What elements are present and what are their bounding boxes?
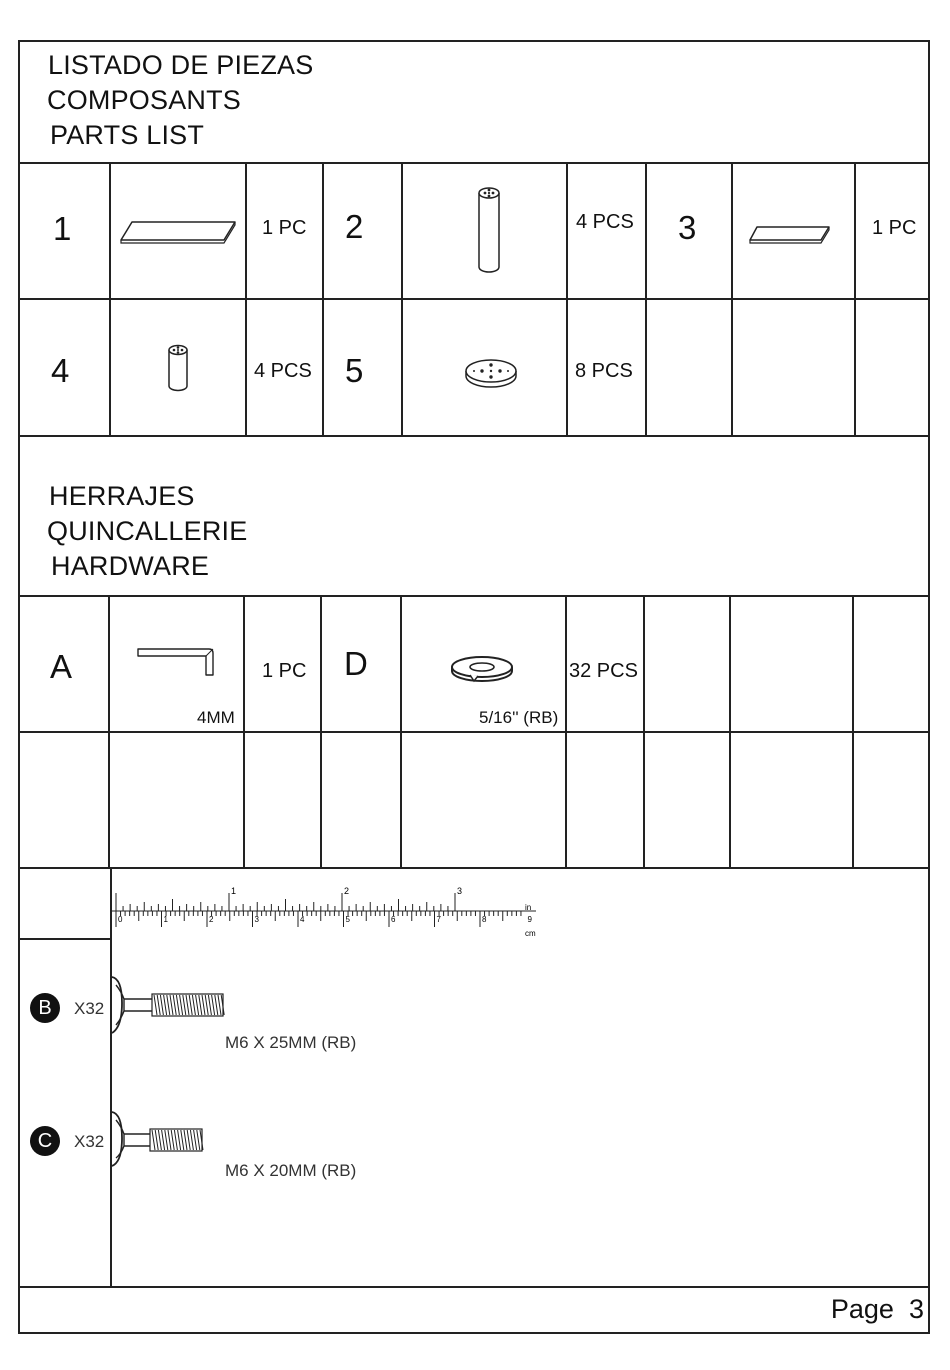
- grid-line: [243, 595, 245, 869]
- title-french: COMPOSANTS: [47, 85, 242, 115]
- grid-line: [320, 595, 322, 869]
- hardware-size: 5/16'' (RB): [479, 708, 559, 727]
- title-english: HARDWARE: [51, 551, 210, 581]
- hardware-letter: A: [50, 648, 73, 685]
- ruler-cm-label: 6: [391, 915, 396, 924]
- title-english: PARTS LIST: [50, 120, 205, 150]
- page-label: Page: [830, 1294, 894, 1324]
- ruler-cm-label: 0: [118, 915, 123, 924]
- ruler-cm-label: 5: [345, 915, 350, 924]
- part-qty: 1 PC: [872, 217, 917, 239]
- hardware-letter: D: [344, 645, 368, 682]
- grid-line: [729, 595, 731, 869]
- grid-line: [245, 162, 247, 437]
- title-french: QUINCALLERIE: [47, 516, 248, 546]
- page-number: [831, 1294, 924, 1325]
- part-number: 3: [678, 209, 697, 246]
- cm-scale: [116, 911, 533, 927]
- grid-line: [565, 595, 567, 869]
- title-spanish: LISTADO DE PIEZAS: [48, 50, 314, 80]
- grid-line: [109, 162, 111, 437]
- grid-line: [322, 162, 324, 437]
- grid-line: [18, 867, 930, 869]
- page-number-value: 3: [908, 1294, 924, 1324]
- grid-line: [400, 595, 402, 869]
- divider-line: [18, 1286, 930, 1288]
- part-number: 2: [345, 208, 364, 245]
- ruler-cm-label: 4: [300, 915, 305, 924]
- ruler-cm-label: 8: [482, 915, 487, 924]
- grid-line: [643, 595, 645, 869]
- ruler-cm-label: 9: [527, 915, 532, 924]
- ruler-inch-unit: in: [525, 903, 532, 912]
- bolt-icon: [112, 975, 232, 1039]
- grid-line: [18, 435, 930, 437]
- bolt-count: X32: [74, 999, 105, 1018]
- round-plate-icon: [463, 358, 519, 390]
- ruler: [112, 884, 542, 942]
- ruler-cm-label: 7: [436, 915, 441, 924]
- ruler-cm-label: 2: [209, 915, 214, 924]
- grid-line: [18, 731, 930, 733]
- grid-line: [566, 162, 568, 437]
- hardware-size: 4MM: [197, 708, 235, 727]
- ruler-cm-label: 1: [163, 915, 168, 924]
- allen-key-icon: [135, 645, 217, 679]
- inch-scale: [116, 886, 462, 911]
- bolt-letter-badge: B: [30, 993, 60, 1023]
- part-qty: 4 PCS: [576, 211, 634, 233]
- part-qty: 8 PCS: [575, 360, 633, 382]
- ruler-cm-unit: cm: [525, 929, 536, 938]
- part-qty: 4 PCS: [254, 360, 312, 382]
- hardware-qty: 32 PCS: [569, 660, 638, 682]
- bolt-letter-badge: C: [30, 1126, 60, 1156]
- ruler-cm-label: 3: [254, 915, 259, 924]
- ruler-inch-label: 2: [344, 886, 350, 896]
- part-number: 4: [51, 352, 70, 389]
- short-leg-icon: [166, 343, 190, 393]
- grid-line: [18, 298, 930, 300]
- grid-line: [18, 595, 930, 597]
- part-number: 5: [345, 352, 364, 389]
- grid-line: [108, 595, 110, 869]
- hardware-qty: 1 PC: [262, 660, 307, 682]
- grid-line: [852, 595, 854, 869]
- lock-washer-icon: [448, 654, 518, 686]
- bolt-spec: M6 X 20MM (RB): [225, 1161, 357, 1180]
- part-qty: 1 PC: [262, 217, 307, 239]
- grid-line: [18, 162, 930, 164]
- bolt-spec: M6 X 25MM (RB): [225, 1033, 357, 1052]
- ruler-inch-label: 1: [231, 886, 237, 896]
- part-number: 1: [53, 210, 72, 247]
- grid-line: [401, 162, 403, 437]
- long-leg-icon: [476, 185, 502, 277]
- grid-line: [645, 162, 647, 437]
- bolt-icon: [112, 1110, 212, 1170]
- divider-line: [18, 938, 112, 940]
- title-spanish: HERRAJES: [49, 481, 195, 511]
- grid-line: [854, 162, 856, 437]
- shelf-icon: [747, 224, 833, 246]
- bolt-count: X32: [74, 1132, 105, 1151]
- ruler-inch-label: 3: [457, 886, 463, 896]
- grid-line: [731, 162, 733, 437]
- tabletop-icon: [118, 218, 240, 248]
